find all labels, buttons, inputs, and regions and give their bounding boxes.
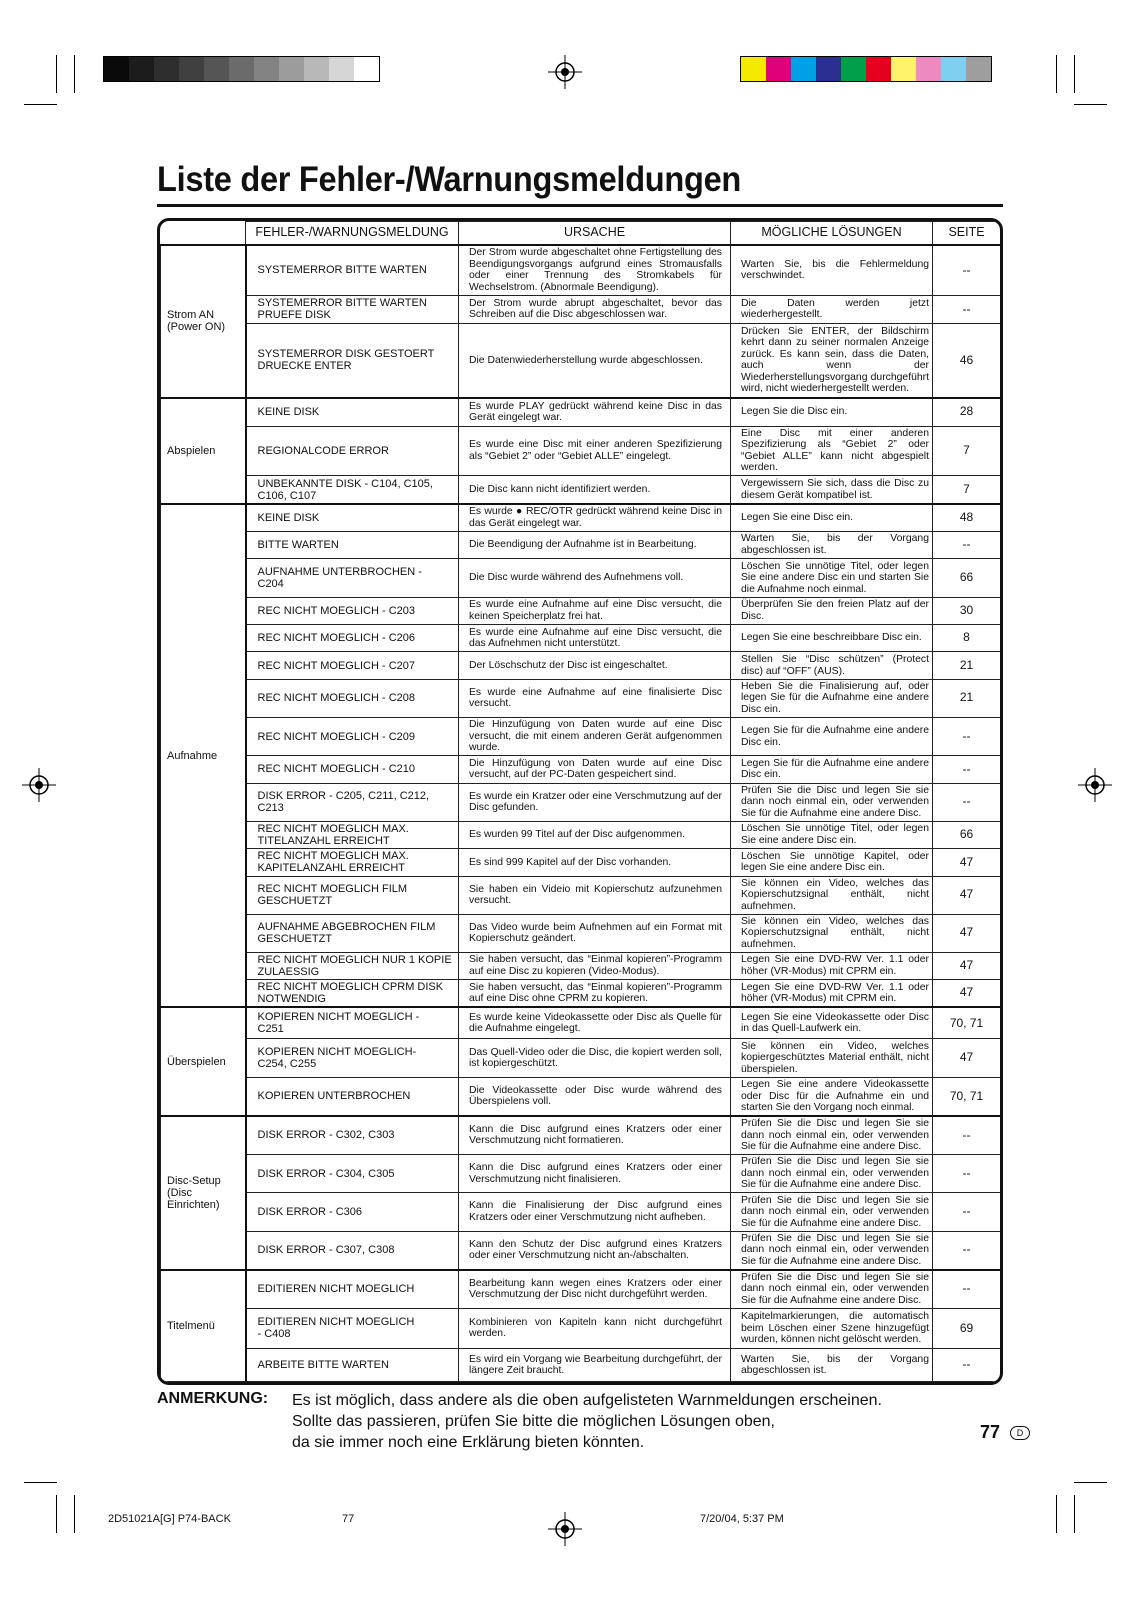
table-row bbox=[161, 1270, 1001, 1309]
solution-cell: Legen Sie eine beschreibbare Disc ein. bbox=[731, 624, 933, 651]
page-ref-cell: -- bbox=[933, 1231, 1001, 1270]
page-ref-cell: -- bbox=[933, 1270, 1001, 1309]
cause-cell: Es wurde eine Aufnahme auf eine finalisierte Disc versucht. bbox=[459, 679, 731, 717]
table-row bbox=[161, 1077, 1001, 1116]
table-row bbox=[161, 1308, 1001, 1349]
greyscale-swatch bbox=[279, 57, 304, 81]
cause-cell: Es wurden 99 Titel auf der Disc aufgenommen. bbox=[459, 821, 731, 848]
greyscale-swatch bbox=[329, 57, 354, 81]
greyscale-calibration-bar bbox=[103, 56, 380, 82]
solution-cell: Legen Sie eine DVD-RW Ver. 1.1 oder höher (VR-Modus) mit CPRM ein. bbox=[731, 980, 933, 1008]
message-cell: REC NICHT MOEGLICH FILM GESCHUETZT bbox=[246, 876, 459, 914]
cause-cell: Das Video wurde beim Aufnehmen auf ein Format mit Kopierschutz geändert. bbox=[459, 914, 731, 952]
message-cell: KOPIEREN UNTERBROCHEN bbox=[246, 1077, 459, 1116]
table-row bbox=[161, 914, 1001, 952]
cause-cell: Sie haben versucht, das “Einmal kopieren”-Programm auf eine Disc zu kopieren (Video-Modus). bbox=[459, 952, 731, 979]
page-ref-cell: -- bbox=[933, 531, 1001, 558]
solution-cell: Sie können ein Video, welches das Kopierschutzsignal enthält, nicht aufnehmen. bbox=[731, 876, 933, 914]
page-ref-cell: 47 bbox=[933, 980, 1001, 1008]
solution-cell: Löschen Sie unnötige Kapitel, oder legen Sie eine andere Disc ein. bbox=[731, 849, 933, 876]
table-row bbox=[161, 531, 1001, 558]
message-cell: REC NICHT MOEGLICH CPRM DISK NOTWENDIG bbox=[246, 980, 459, 1008]
message-cell: SYSTEMERROR BITTE WARTEN bbox=[246, 245, 459, 295]
cause-cell: Es sind 999 Kapitel auf der Disc vorhanden. bbox=[459, 849, 731, 876]
color-swatch bbox=[841, 57, 866, 81]
cause-cell: Es wurde keine Videokassette oder Disc als Quelle für die Aufnahme eingelegt. bbox=[459, 1007, 731, 1038]
solution-cell: Kapitelmarkierungen, die automatisch beim Löschen einer Szene hinzugefügt wurden, können nicht gelöscht werden. bbox=[731, 1308, 933, 1349]
cause-cell: Die Datenwiederherstellung wurde abgeschlossen. bbox=[459, 324, 731, 398]
message-cell: EDITIEREN NICHT MOEGLICH bbox=[246, 1270, 459, 1309]
category-cell: Titelmenü bbox=[161, 1270, 246, 1382]
table-row bbox=[161, 876, 1001, 914]
color-swatch bbox=[766, 57, 791, 81]
table-row bbox=[161, 821, 1001, 848]
solution-cell: Prüfen Sie die Disc und legen Sie sie dann noch einmal ein, oder verwenden Sie für die Aufnahme eine andere Disc. bbox=[731, 1193, 933, 1232]
note-text bbox=[292, 1390, 952, 1453]
header-category bbox=[161, 222, 246, 246]
greyscale-swatch bbox=[129, 57, 154, 81]
page-ref-cell: 66 bbox=[933, 821, 1001, 848]
table-row bbox=[161, 426, 1001, 476]
registration-mark-icon bbox=[548, 55, 582, 89]
cause-cell: Die Hinzufügung von Daten wurde auf eine Disc versucht, auf der PC-Daten gespeichert sind. bbox=[459, 756, 731, 783]
page-ref-cell: 30 bbox=[933, 597, 1001, 624]
table-header-row bbox=[161, 222, 1001, 246]
table-row bbox=[161, 398, 1001, 426]
message-cell: REC NICHT MOEGLICH - C203 bbox=[246, 597, 459, 624]
message-cell: REC NICHT MOEGLICH - C209 bbox=[246, 717, 459, 756]
solution-cell: Prüfen Sie die Disc und legen Sie sie dann noch einmal ein, oder verwenden Sie für die Aufnahme eine andere Disc. bbox=[731, 1154, 933, 1192]
solution-cell: Prüfen Sie die Disc und legen Sie sie dann noch einmal ein, oder verwenden Sie für die Aufnahme eine andere Disc. bbox=[731, 783, 933, 821]
footer-timestamp: 7/20/04, 5:37 PM bbox=[700, 1513, 784, 1525]
page-ref-cell: 47 bbox=[933, 876, 1001, 914]
message-cell: REC NICHT MOEGLICH - C210 bbox=[246, 756, 459, 783]
color-swatch bbox=[966, 57, 991, 81]
page-ref-cell: 47 bbox=[933, 849, 1001, 876]
message-cell: REC NICHT MOEGLICH NUR 1 KOPIE ZULAESSIG bbox=[246, 952, 459, 979]
cause-cell: Die Disc wurde während des Aufnehmens voll. bbox=[459, 558, 731, 597]
page-ref-cell: -- bbox=[933, 783, 1001, 821]
page-number: 77 bbox=[980, 1422, 1001, 1442]
message-cell: BITTE WARTEN bbox=[246, 531, 459, 558]
language-badge: D bbox=[1010, 1426, 1030, 1440]
table-row bbox=[161, 476, 1001, 504]
page-ref-cell: 8 bbox=[933, 624, 1001, 651]
page-ref-cell: 69 bbox=[933, 1308, 1001, 1349]
cause-cell: Kann den Schutz der Disc aufgrund eines Kratzers oder einer Verschmutzung nicht an-/abschalten. bbox=[459, 1231, 731, 1270]
greyscale-swatch bbox=[204, 57, 229, 81]
solution-cell: Sie können ein Video, welches kopiergeschütztes Material enthält, nicht überspielen. bbox=[731, 1039, 933, 1078]
message-cell: REC NICHT MOEGLICH - C207 bbox=[246, 652, 459, 679]
solution-cell: Sie können ein Video, welches das Kopierschutzsignal enthält, nicht aufnehmen. bbox=[731, 914, 933, 952]
color-swatch bbox=[741, 57, 766, 81]
cause-cell: Kann die Disc aufgrund eines Kratzers oder einer Verschmutzung nicht finalisieren. bbox=[459, 1154, 731, 1192]
cause-cell: Es wurde ein Kratzer oder eine Verschmutzung auf der Disc gefunden. bbox=[459, 783, 731, 821]
cause-cell: Der Strom wurde abrupt abgeschaltet, bevor das Schreiben auf die Disc abgeschlossen war. bbox=[459, 295, 731, 323]
greyscale-swatch bbox=[104, 57, 129, 81]
cause-cell: Sie haben versucht, das “Einmal kopieren”-Programm auf eine Disc ohne CPRM zu kopieren. bbox=[459, 980, 731, 1008]
page-ref-cell: -- bbox=[933, 245, 1001, 295]
message-cell: REC NICHT MOEGLICH - C206 bbox=[246, 624, 459, 651]
page-ref-cell: -- bbox=[933, 1116, 1001, 1155]
color-swatch bbox=[791, 57, 816, 81]
message-cell: DISK ERROR - C307, C308 bbox=[246, 1231, 459, 1270]
table-row bbox=[161, 1116, 1001, 1155]
message-cell: DISK ERROR - C306 bbox=[246, 1193, 459, 1232]
message-cell: AUFNAHME UNTERBROCHEN - C204 bbox=[246, 558, 459, 597]
greyscale-swatch bbox=[154, 57, 179, 81]
message-cell: AUFNAHME ABGEBROCHEN FILM GESCHUETZT bbox=[246, 914, 459, 952]
table-row bbox=[161, 504, 1001, 531]
footer-page: 77 bbox=[342, 1513, 355, 1525]
page-ref-cell: -- bbox=[933, 295, 1001, 323]
page-ref-cell: 21 bbox=[933, 679, 1001, 717]
category-cell: Überspielen bbox=[161, 1007, 246, 1116]
page-ref-cell: 70, 71 bbox=[933, 1007, 1001, 1038]
solution-cell: Legen Sie für die Aufnahme eine andere Disc ein. bbox=[731, 717, 933, 756]
table-row bbox=[161, 1039, 1001, 1078]
cause-cell: Die Disc kann nicht identifiziert werden. bbox=[459, 476, 731, 504]
cause-cell: Kann die Disc aufgrund eines Kratzers oder einer Verschmutzung nicht formatieren. bbox=[459, 1116, 731, 1155]
message-cell: UNBEKANNTE DISK - C104, C105, C106, C107 bbox=[246, 476, 459, 504]
table-row bbox=[161, 1231, 1001, 1270]
cause-cell: Der Strom wurde abgeschaltet ohne Fertigstellung des Beendigungsvorgangs aufgrund eines Stromausfalls oder einer Trennung des Stromkabels für Wechselstrom. (Abnormale Beendigung). bbox=[459, 245, 731, 295]
solution-cell: Heben Sie die Finalisierung auf, oder legen Sie für die Aufnahme eine andere Disc ein. bbox=[731, 679, 933, 717]
color-calibration-bar bbox=[740, 56, 992, 82]
page-ref-cell: 7 bbox=[933, 476, 1001, 504]
cause-cell: Es wurde eine Aufnahme auf eine Disc versucht, die keinen Speicherplatz frei hat. bbox=[459, 597, 731, 624]
page-ref-cell: 47 bbox=[933, 952, 1001, 979]
cause-cell: Die Hinzufügung von Daten wurde auf eine Disc versucht, die mit einem anderen Gerät aufgenommen wurde. bbox=[459, 717, 731, 756]
table-row bbox=[161, 624, 1001, 651]
page-ref-cell: -- bbox=[933, 756, 1001, 783]
table-row bbox=[161, 756, 1001, 783]
solution-cell: Die Daten werden jetzt wiederhergestellt. bbox=[731, 295, 933, 323]
header-message: FEHLER-/WARNUNGSMELDUNG bbox=[246, 222, 459, 246]
color-swatch bbox=[816, 57, 841, 81]
solution-cell: Löschen Sie unnötige Titel, oder legen Sie eine andere Disc ein. bbox=[731, 821, 933, 848]
solution-cell: Vergewissern Sie sich, dass die Disc zu diesem Gerät kompatibel ist. bbox=[731, 476, 933, 504]
page-ref-cell: 47 bbox=[933, 914, 1001, 952]
color-swatch bbox=[891, 57, 916, 81]
greyscale-swatch bbox=[304, 57, 329, 81]
table-row bbox=[161, 679, 1001, 717]
cause-cell: Es wurde eine Disc mit einer anderen Spezifizierung als “Gebiet 2” oder “Gebiet ALLE” eingelegt. bbox=[459, 426, 731, 476]
table-row bbox=[161, 558, 1001, 597]
solution-cell: Stellen Sie “Disc schützen” (Protect disc) auf “OFF” (AUS). bbox=[731, 652, 933, 679]
table-row bbox=[161, 1007, 1001, 1038]
page-ref-cell: 66 bbox=[933, 558, 1001, 597]
cause-cell: Sie haben ein Videio mit Kopierschutz aufzunehmen versucht. bbox=[459, 876, 731, 914]
solution-cell: Drücken Sie ENTER, der Bildschirm kehrt dann zu seiner normalen Anzeige zurück. Es kann sein, dass die Daten, auch wenn der Wiederherstellungsvorgang durchgeführt wird, nicht wiederhergestellt werden. bbox=[731, 324, 933, 398]
message-cell: DISK ERROR - C304, C305 bbox=[246, 1154, 459, 1192]
solution-cell: Legen Sie eine Disc ein. bbox=[731, 504, 933, 531]
table-row bbox=[161, 324, 1001, 398]
table-row bbox=[161, 980, 1001, 1008]
registration-mark-icon bbox=[22, 768, 56, 802]
table-row bbox=[161, 295, 1001, 323]
message-cell: EDITIEREN NICHT MOEGLICH - C408 bbox=[246, 1308, 459, 1349]
cause-cell: Es wird ein Vorgang wie Bearbeitung durchgeführt, der längere Zeit braucht. bbox=[459, 1349, 731, 1382]
note-line: Sollte das passieren, prüfen Sie bitte die möglichen Lösungen oben, bbox=[292, 1413, 775, 1430]
cause-cell: Kann die Finalisierung der Disc aufgrund eines Kratzers oder einer Verschmutzung nicht aufheben. bbox=[459, 1193, 731, 1232]
category-cell: Abspielen bbox=[161, 398, 246, 505]
page-ref-cell: 7 bbox=[933, 426, 1001, 476]
solution-cell: Warten Sie, bis der Vorgang abgeschlossen ist. bbox=[731, 1349, 933, 1382]
solution-cell: Prüfen Sie die Disc und legen Sie sie dann noch einmal ein, oder verwenden Sie für die Aufnahme eine andere Disc. bbox=[731, 1116, 933, 1155]
page-ref-cell: -- bbox=[933, 1193, 1001, 1232]
table-row bbox=[161, 717, 1001, 756]
footer-file-id: 2D51021A[G] P74-BACK bbox=[108, 1513, 231, 1525]
note-line: da sie immer noch eine Erklärung bieten könnten. bbox=[292, 1434, 645, 1451]
color-swatch bbox=[866, 57, 891, 81]
message-cell: DISK ERROR - C205, C211, C212, C213 bbox=[246, 783, 459, 821]
header-cause: URSACHE bbox=[459, 222, 731, 246]
solution-cell: Legen Sie eine andere Videokassette oder Disc für die Aufnahme ein und starten Sie den Vorgang noch einmal. bbox=[731, 1077, 933, 1116]
solution-cell: Legen Sie die Disc ein. bbox=[731, 398, 933, 426]
table-row bbox=[161, 245, 1001, 295]
category-cell: Strom AN (Power ON) bbox=[161, 245, 246, 398]
message-cell: KEINE DISK bbox=[246, 504, 459, 531]
page-ref-cell: -- bbox=[933, 1154, 1001, 1192]
greyscale-swatch bbox=[354, 57, 379, 81]
cause-cell: Kombinieren von Kapiteln kann nicht durchgeführt werden. bbox=[459, 1308, 731, 1349]
registration-mark-icon bbox=[1078, 768, 1112, 802]
message-cell: REC NICHT MOEGLICH MAX. TITELANZAHL ERREICHT bbox=[246, 821, 459, 848]
cause-cell: Die Videokassette oder Disc wurde während des Überspielens voll. bbox=[459, 1077, 731, 1116]
message-cell: REGIONALCODE ERROR bbox=[246, 426, 459, 476]
registration-mark-icon bbox=[548, 1512, 582, 1546]
note-label: ANMERKUNG: bbox=[157, 1390, 269, 1407]
cause-cell: Es wurde ● REC/OTR gedrückt während keine Disc in das Gerät eingelegt war. bbox=[459, 504, 731, 531]
table-row bbox=[161, 1154, 1001, 1192]
message-cell: SYSTEMERROR BITTE WARTEN PRUEFE DISK bbox=[246, 295, 459, 323]
message-cell: KOPIEREN NICHT MOEGLICH - C251 bbox=[246, 1007, 459, 1038]
cause-cell: Die Beendigung der Aufnahme ist in Bearbeitung. bbox=[459, 531, 731, 558]
greyscale-swatch bbox=[254, 57, 279, 81]
cause-cell: Das Quell-Video oder die Disc, die kopiert werden soll, ist kopiergeschützt. bbox=[459, 1039, 731, 1078]
cause-cell: Der Löschschutz der Disc ist eingeschaltet. bbox=[459, 652, 731, 679]
table-row bbox=[161, 783, 1001, 821]
note-line: Es ist möglich, dass andere als die oben aufgelisteten Warnmeldungen erscheinen. bbox=[292, 1392, 882, 1409]
table-row bbox=[161, 1349, 1001, 1382]
error-message-table bbox=[157, 218, 1003, 1385]
solution-cell: Warten Sie, bis der Vorgang abgeschlossen ist. bbox=[731, 531, 933, 558]
page-ref-cell: 47 bbox=[933, 1039, 1001, 1078]
page-ref-cell: 46 bbox=[933, 324, 1001, 398]
title-rule bbox=[157, 204, 1003, 207]
message-cell: REC NICHT MOEGLICH - C208 bbox=[246, 679, 459, 717]
solution-cell: Eine Disc mit einer anderen Spezifizierung als “Gebiet 2” oder “Gebiet ALLE” kann nicht abgespielt werden. bbox=[731, 426, 933, 476]
message-cell: DISK ERROR - C302, C303 bbox=[246, 1116, 459, 1155]
cause-cell: Es wurde eine Aufnahme auf eine Disc versucht, die das Aufnehmen nicht unterstützt. bbox=[459, 624, 731, 651]
message-cell: REC NICHT MOEGLICH MAX. KAPITELANZAHL ERREICHT bbox=[246, 849, 459, 876]
solution-cell: Legen Sie eine DVD-RW Ver. 1.1 oder höher (VR-Modus) mit CPRM ein. bbox=[731, 952, 933, 979]
page-title: Liste der Fehler-/Warnungsmeldungen bbox=[157, 160, 742, 199]
greyscale-swatch bbox=[179, 57, 204, 81]
page-ref-cell: -- bbox=[933, 1349, 1001, 1382]
category-cell: Disc-Setup (Disc Einrichten) bbox=[161, 1116, 246, 1270]
solution-cell: Legen Sie für die Aufnahme eine andere Disc ein. bbox=[731, 756, 933, 783]
solution-cell: Warten Sie, bis die Fehlermeldung verschwindet. bbox=[731, 245, 933, 295]
page-ref-cell: 28 bbox=[933, 398, 1001, 426]
table-row bbox=[161, 952, 1001, 979]
cause-cell: Bearbeitung kann wegen eines Kratzers oder einer Verschmutzung der Disc nicht durchgeführt werden. bbox=[459, 1270, 731, 1309]
header-solution: MÖGLICHE LÖSUNGEN bbox=[731, 222, 933, 246]
message-cell: KEINE DISK bbox=[246, 398, 459, 426]
greyscale-swatch bbox=[229, 57, 254, 81]
message-cell: SYSTEMERROR DISK GESTOERT DRUECKE ENTER bbox=[246, 324, 459, 398]
solution-cell: Legen Sie eine Videokassette oder Disc in das Quell-Laufwerk ein. bbox=[731, 1007, 933, 1038]
message-cell: KOPIEREN NICHT MOEGLICH- C254, C255 bbox=[246, 1039, 459, 1078]
color-swatch bbox=[941, 57, 966, 81]
color-swatch bbox=[916, 57, 941, 81]
message-cell: ARBEITE BITTE WARTEN bbox=[246, 1349, 459, 1382]
table-row bbox=[161, 1193, 1001, 1232]
solution-cell: Löschen Sie unnötige Titel, oder legen Sie eine andere Disc ein und starten Sie die Aufnahme noch einmal. bbox=[731, 558, 933, 597]
page-ref-cell: 21 bbox=[933, 652, 1001, 679]
table-row bbox=[161, 597, 1001, 624]
page-ref-cell: -- bbox=[933, 717, 1001, 756]
solution-cell: Prüfen Sie die Disc und legen Sie sie dann noch einmal ein, oder verwenden Sie für die Aufnahme eine andere Disc. bbox=[731, 1231, 933, 1270]
cause-cell: Es wurde PLAY gedrückt während keine Disc in das Gerät eingelegt war. bbox=[459, 398, 731, 426]
page-ref-cell: 48 bbox=[933, 504, 1001, 531]
header-page: SEITE bbox=[933, 222, 1001, 246]
solution-cell: Prüfen Sie die Disc und legen Sie sie dann noch einmal ein, oder verwenden Sie für die Aufnahme eine andere Disc. bbox=[731, 1270, 933, 1309]
table-row bbox=[161, 652, 1001, 679]
page-ref-cell: 70, 71 bbox=[933, 1077, 1001, 1116]
table-row bbox=[161, 849, 1001, 876]
category-cell: Aufnahme bbox=[161, 504, 246, 1007]
solution-cell: Überprüfen Sie den freien Platz auf der Disc. bbox=[731, 597, 933, 624]
